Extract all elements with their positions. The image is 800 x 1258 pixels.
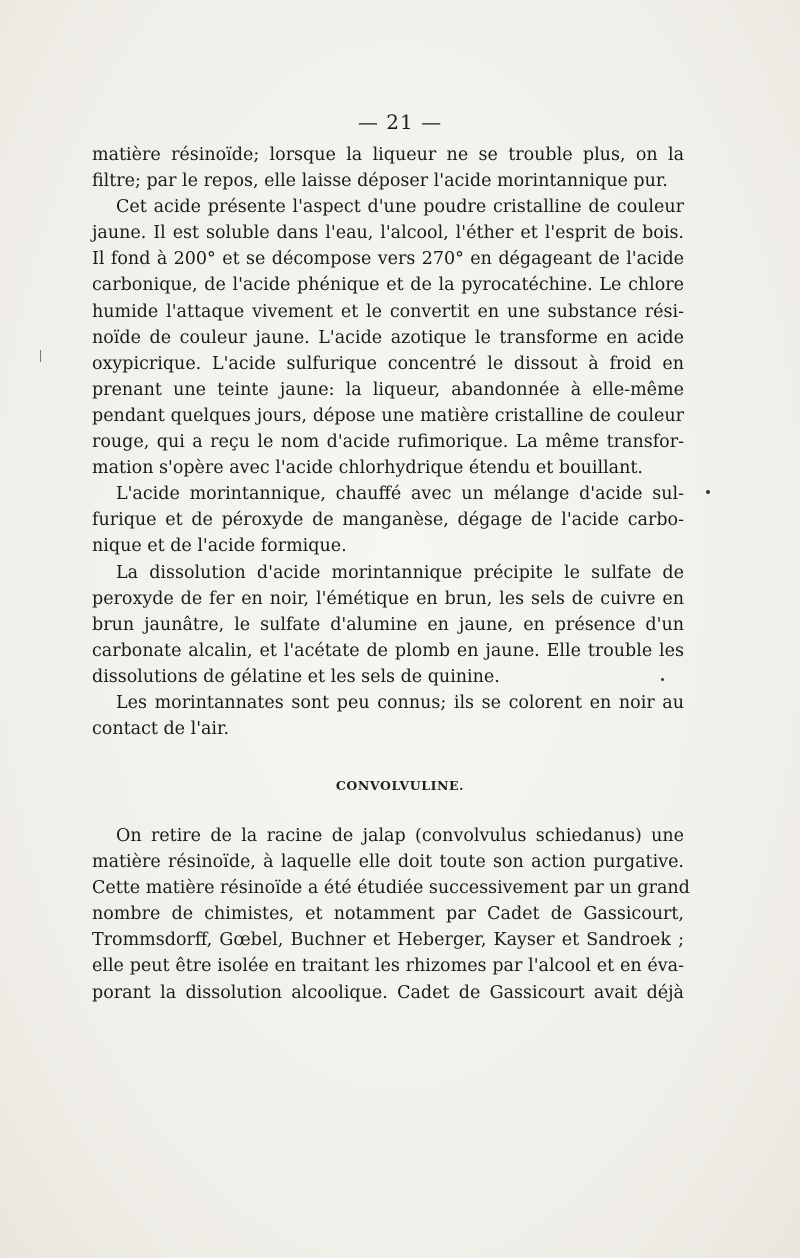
text-line: dissolutions de gélatine et les sels de quinine.	[92, 666, 500, 687]
text-line: La dissolution d'acide morintannique précipite le sulfate de	[116, 562, 684, 583]
text-line: matière résinoïde, à laquelle elle doit toute son action purgative.	[92, 852, 684, 873]
text-line: Cet acide présente l'aspect d'une poudre cristalline de couleur	[116, 197, 684, 218]
text-line: On retire de la racine de jalap (convolvulus schiedanus) une	[116, 826, 684, 846]
text-line: furique et de péroxyde de manganèse, dégage de l'acide carbo-	[92, 510, 684, 531]
ink-speck	[661, 678, 664, 681]
text-line: pendant quelques jours, dépose une matière cristalline de couleur	[92, 405, 684, 426]
text-line: prenant une teinte jaune: la liqueur, abandonnée à elle-même	[92, 379, 684, 400]
text-line: Cette matière résinoïde a été étudiée successivement par un grand	[92, 878, 690, 899]
text-line: matière résinoïde; lorsque la liqueur ne se trouble plus, on la	[92, 145, 684, 165]
margin-mark	[40, 350, 41, 362]
text-block-convolvuline	[92, 823, 690, 1006]
section-heading: CONVOLVULINE.	[335, 778, 465, 793]
text-line: porant la dissolution alcoolique. Cadet de Gassicourt avait déjà	[92, 982, 684, 1003]
text-line: Trommsdorff, Gœbel, Buchner et Heberger, Kayser et Sandroek ;	[92, 930, 684, 951]
text-line: elle peut être isolée en traitant les rhizomes par l'alcool et en éva-	[92, 956, 684, 977]
text-line: jaune. Il est soluble dans l'eau, l'alcool, l'éther et l'esprit de bois.	[92, 223, 684, 244]
text-line: Les morintannates sont peu connus; ils se colorent en noir au	[116, 692, 684, 713]
text-line: nombre de chimistes, et notamment par Cadet de Gassicourt,	[92, 904, 684, 925]
text-line: rouge, qui a reçu le nom d'acide rufimorique. La même transfor-	[92, 432, 684, 453]
text-line: contact de l'air.	[92, 719, 230, 740]
text-line: oxypicrique. L'acide sulfurique concentré le dissout à froid en	[92, 353, 684, 374]
text-line: nique et de l'acide formique.	[92, 536, 347, 557]
text-line: L'acide morintannique, chauffé avec un mélange d'acide sul-	[116, 484, 684, 505]
text-line: humide l'attaque vivement et le convertit en une substance rési-	[92, 301, 684, 322]
text-line: noïde de couleur jaune. L'acide azotique le transforme en acide	[92, 327, 684, 348]
text-block-morintannic-acid	[92, 142, 684, 742]
text-line: peroxyde de fer en noir, l'émétique en brun, les sels de cuivre en	[92, 588, 684, 609]
text-line: carbonate alcalin, et l'acétate de plomb en jaune. Elle trouble les	[92, 640, 684, 661]
page-number: — 21 —	[357, 110, 443, 134]
text-line: carbonique, de l'acide phénique et de la pyrocatéchine. Le chlore	[92, 275, 684, 296]
text-line: brun jaunâtre, le sulfate d'alumine en jaune, en présence d'un	[92, 614, 684, 635]
ink-speck	[706, 490, 710, 494]
text-line: mation s'opère avec l'acide chlorhydrique étendu et bouillant.	[92, 458, 643, 479]
text-line: filtre; par le repos, elle laisse déposer l'acide morintannique pur.	[92, 171, 668, 192]
text-line: Il fond à 200° et se décompose vers 270° en dégageant de l'acide	[92, 249, 684, 270]
